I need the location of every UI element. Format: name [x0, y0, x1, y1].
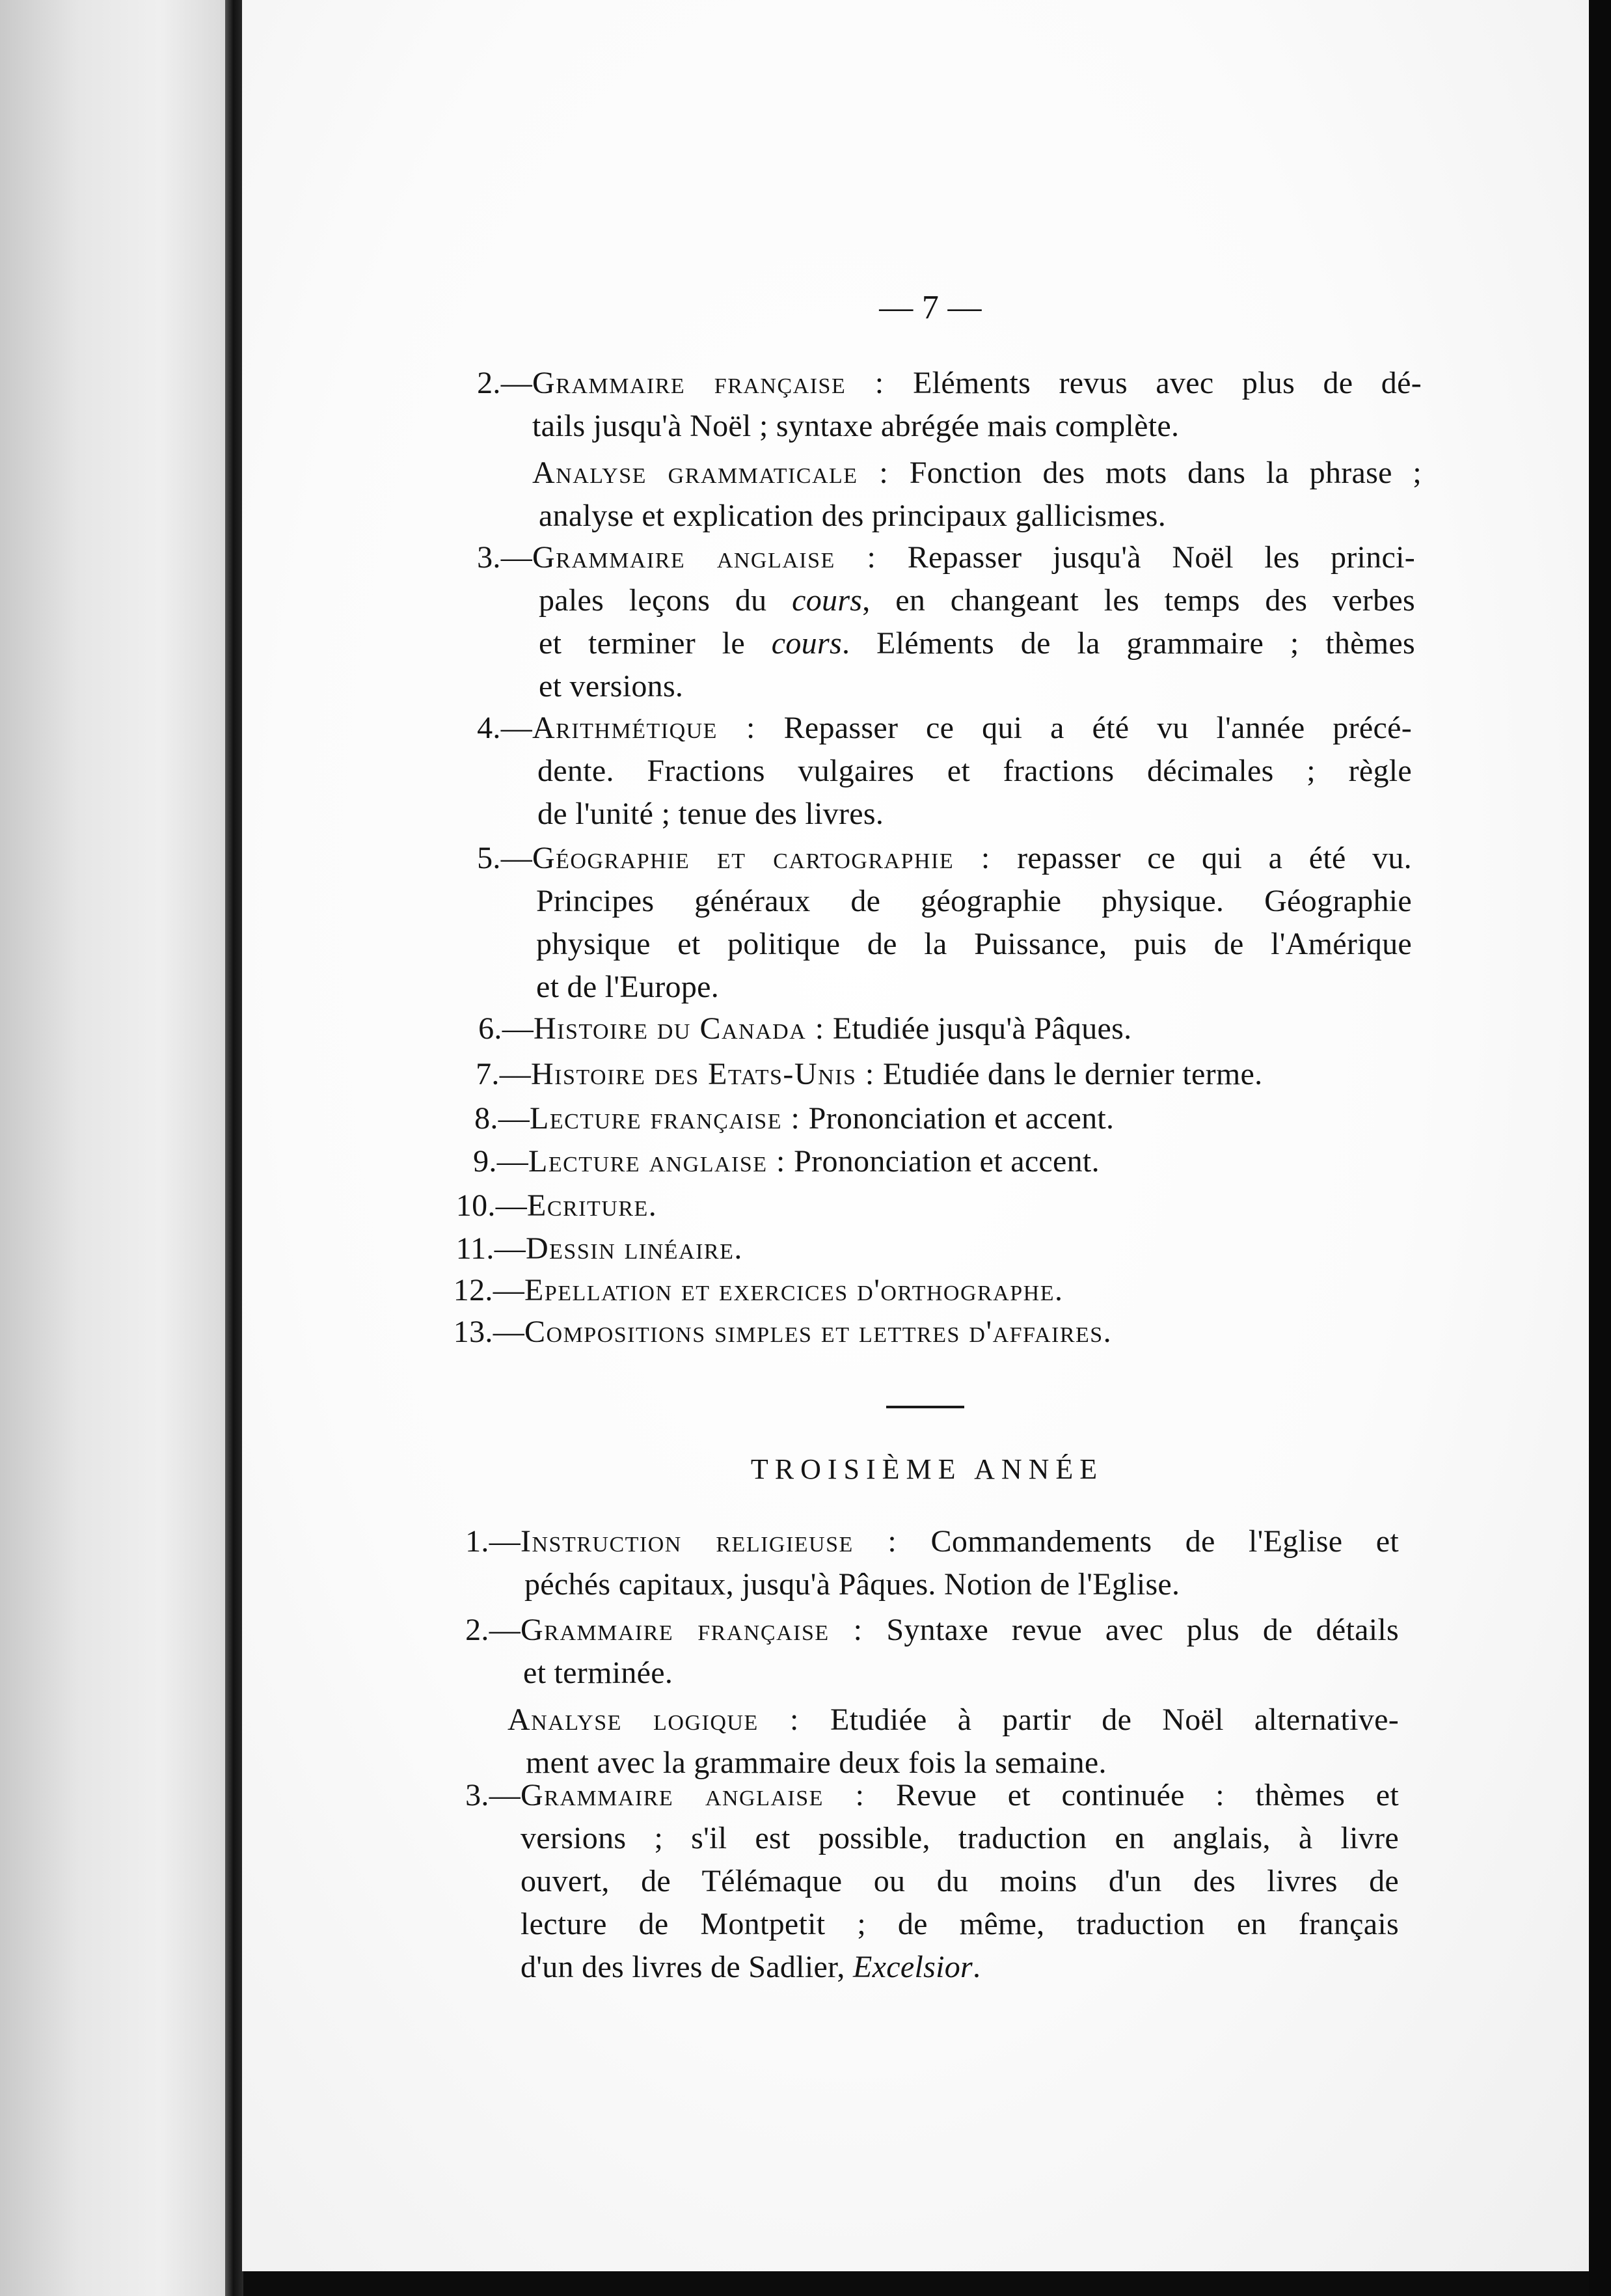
item-heading: Ecriture.	[527, 1188, 658, 1223]
item-continuation	[539, 579, 1415, 708]
item-body	[521, 1774, 1399, 1989]
item-text: Prononciation et accent.	[808, 1101, 1115, 1136]
item-first-line	[526, 1227, 1412, 1270]
item-number: 6.—	[478, 1011, 534, 1046]
item-heading: Arithmétique :	[532, 711, 756, 745]
item-number: 1.—	[465, 1524, 521, 1559]
item-text-line: dente. Fractions vulgaires et fractions décimales ; règle	[537, 754, 1412, 788]
item-text: Etudiée jusqu'à Pâques.	[832, 1011, 1132, 1046]
item-text-line: et terminée.	[523, 1656, 673, 1690]
item-number: 3.—	[477, 540, 532, 575]
item-continuation	[536, 880, 1412, 1009]
item-heading: Lecture française :	[530, 1101, 801, 1136]
item-body	[508, 1609, 1399, 1784]
page-number: — 7 —	[879, 289, 982, 326]
book-gutter	[225, 0, 243, 2296]
item-first-line	[527, 1184, 1412, 1227]
item-continuation	[521, 1817, 1399, 1989]
item-text-line: et terminer le cours. Eléments de la grammaire ; thèmes	[539, 626, 1416, 661]
item-text: Syntaxe revue avec plus de détails	[886, 1613, 1399, 1647]
item-number: 11.—	[455, 1231, 526, 1266]
item-heading: Epellation et exercices d'orthographe.	[524, 1273, 1064, 1307]
sub-item	[508, 1699, 1399, 1784]
sub-item-heading: Analyse logique :	[508, 1702, 800, 1737]
item-number: 8.—	[474, 1101, 530, 1136]
item-text-line: de l'unité ; tenue des livres.	[537, 797, 884, 831]
item-heading: Grammaire française :	[521, 1613, 863, 1647]
item-number: 13.—	[453, 1315, 524, 1349]
sub-item-text: Etudiée à partir de Noël alternative-	[830, 1702, 1399, 1737]
item-text: Repasser ce qui a été vu l'année précé-	[783, 711, 1412, 745]
sub-item	[532, 452, 1422, 538]
item-continuation	[532, 405, 1422, 448]
item-first-line	[521, 1774, 1399, 1817]
item-heading: Grammaire anglaise :	[532, 540, 877, 575]
item-first-line	[532, 536, 1415, 579]
item-heading: Géographie et cartographie :	[532, 841, 991, 875]
item-number: 7.—	[476, 1057, 531, 1091]
item-number: 12.—	[453, 1273, 524, 1307]
item-text: Prononciation et accent.	[794, 1144, 1100, 1179]
item-first-line	[530, 1097, 1412, 1140]
item-heading: Instruction religieuse :	[521, 1524, 898, 1559]
item-first-line	[528, 1140, 1412, 1183]
item-body	[534, 1007, 1412, 1050]
item-first-line	[521, 1609, 1399, 1652]
sub-item-text: Fonction des mots dans la phrase ;	[909, 456, 1422, 490]
item-number: 2.—	[477, 366, 532, 400]
item-number: 3.—	[465, 1778, 521, 1812]
item-number: 2.—	[465, 1613, 521, 1647]
item-text: Revue et continuée : thèmes et	[896, 1778, 1400, 1812]
item-text: Eléments revus avec plus de dé-	[913, 366, 1422, 400]
page-border	[1589, 0, 1611, 2296]
item-body	[527, 1184, 1412, 1227]
item-first-line	[532, 837, 1412, 880]
item-body	[526, 1227, 1412, 1270]
item-text: Repasser jusqu'à Noël les princi-	[907, 540, 1416, 575]
item-text: repasser ce qui a été vu.	[1017, 841, 1412, 875]
item-text: Commandements de l'Eglise et	[930, 1524, 1399, 1559]
item-text-line: d'un des livres de Sadlier, Excelsior.	[521, 1950, 981, 1984]
sub-item-text-line: ment avec la grammaire deux fois la semaine.	[526, 1745, 1107, 1780]
item-body	[521, 1520, 1399, 1606]
sub-item-heading: Analyse grammaticale :	[532, 456, 889, 490]
facing-page-edge	[0, 0, 228, 2296]
item-continuation	[537, 750, 1412, 836]
item-body	[532, 837, 1412, 1009]
item-text-line: versions ; s'il est possible, traduction en anglais, à livre	[521, 1821, 1399, 1855]
item-number: 5.—	[477, 841, 532, 875]
item-body	[532, 707, 1412, 836]
item-body	[530, 1097, 1412, 1140]
item-text-line: pales leçons du cours, en changeant les temps des verbes	[539, 583, 1415, 618]
item-heading: Lecture anglaise :	[528, 1144, 786, 1179]
item-body	[524, 1269, 1412, 1312]
item-body	[532, 362, 1422, 538]
item-first-line	[524, 1311, 1412, 1354]
item-body	[528, 1140, 1412, 1183]
item-first-line	[532, 362, 1422, 405]
item-number: 10.—	[455, 1188, 527, 1223]
item-heading: Grammaire française :	[532, 366, 885, 400]
item-body	[524, 1311, 1412, 1354]
section-divider	[886, 1406, 964, 1408]
item-number: 9.—	[473, 1144, 528, 1179]
item-text-line: et de l'Europe.	[536, 970, 720, 1004]
item-first-line	[534, 1007, 1412, 1050]
item-heading: Histoire du Canada :	[534, 1011, 825, 1046]
item-text-line: lecture de Montpetit ; de même, traduction en français	[521, 1907, 1399, 1941]
item-heading: Dessin linéaire.	[526, 1231, 743, 1266]
item-heading: Grammaire anglaise :	[521, 1778, 865, 1812]
item-first-line	[521, 1520, 1399, 1563]
sub-item-continuation	[539, 495, 1422, 538]
item-text-line: ouvert, de Télémaque ou du moins d'un des livres de	[521, 1864, 1399, 1898]
sub-item-first-line	[508, 1699, 1399, 1742]
sub-item-first-line	[532, 452, 1422, 495]
item-text-line: physique et politique de la Puissance, puis de l'Amérique	[536, 927, 1412, 961]
item-continuation	[523, 1652, 1399, 1695]
item-first-line	[532, 707, 1412, 750]
item-body	[531, 1053, 1412, 1096]
item-heading: Compositions simples et lettres d'affaires.	[524, 1315, 1113, 1349]
item-body	[532, 536, 1415, 708]
item-continuation	[524, 1563, 1399, 1606]
item-text-line: et versions.	[539, 669, 684, 704]
item-heading: Histoire des Etats-Unis :	[531, 1057, 875, 1091]
sub-item-text-line: analyse et explication des principaux gallicismes.	[539, 499, 1167, 533]
item-text-line: Principes généraux de géographie physique. Géographie	[536, 884, 1412, 918]
item-number: 4.—	[477, 711, 532, 745]
item-text-line: tails jusqu'à Noël ; syntaxe abrégée mais complète.	[532, 409, 1180, 443]
item-text: Etudiée dans le dernier terme.	[883, 1057, 1263, 1091]
section-heading: TROISIÈME ANNÉE	[750, 1453, 1104, 1485]
item-text-line: péchés capitaux, jusqu'à Pâques. Notion de l'Eglise.	[524, 1567, 1180, 1602]
item-first-line	[524, 1269, 1412, 1312]
item-first-line	[531, 1053, 1412, 1096]
